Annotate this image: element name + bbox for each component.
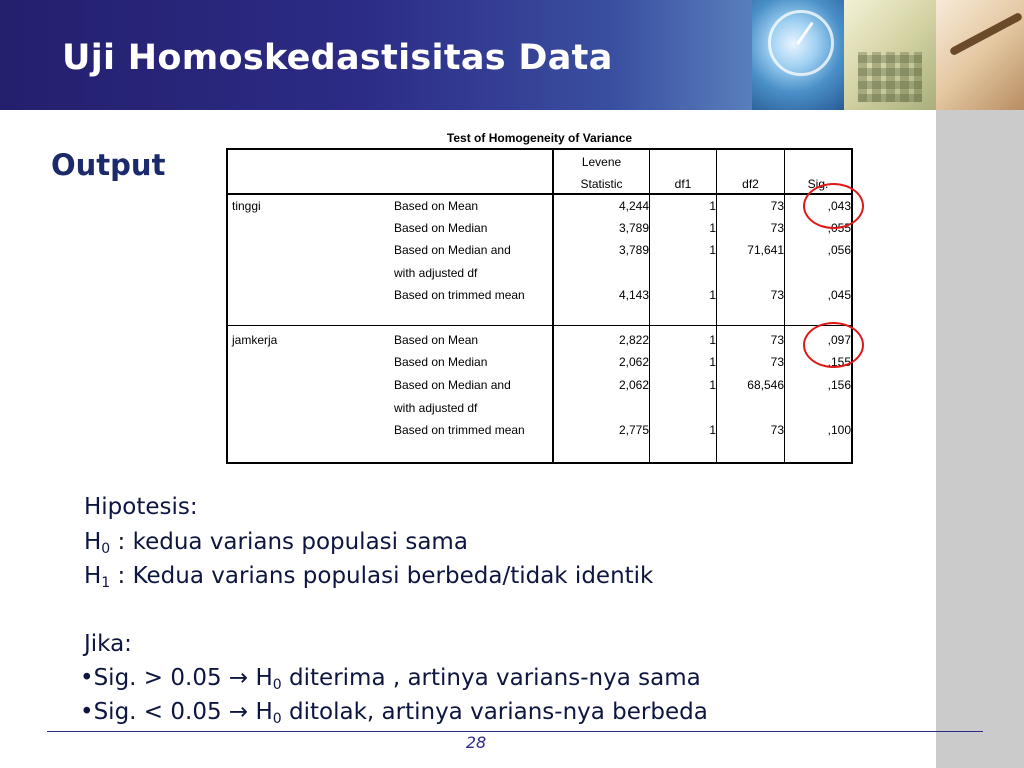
slide-title: Uji Homoskedastisitas Data [62, 38, 613, 78]
homogeneity-table: Levene Statistic df1 df2 Sig. tinggi Based on Mean 4,244 1 73 ,043 Based on Median 3,789 1 73 ,055 Based on Median and with adjusted df 3,789 1 71,641 ,056 Based on trimmed mean 4,143 1 73 ,045 jamkerja Based on Mean 2,822 1 73 ,097 Based on Median 2,062 1 73 ,155 Based on Median and with adjusted df 2,062 1 68,546 ,156 Based on trimmed mean 2,775 1 73 ,100 [226, 148, 853, 464]
header-df2: df2 [742, 177, 759, 191]
criteria-heading: Jika: [84, 631, 132, 657]
arrow-right-icon: → [228, 665, 249, 691]
header-sig: Sig. [807, 177, 829, 191]
arrow-right-icon: → [228, 699, 249, 725]
footer-line [47, 731, 983, 732]
header-levene-line1: Levene [581, 155, 622, 169]
bullet-icon: • [80, 665, 94, 691]
highlight-circle-jamkerja [803, 322, 864, 368]
hypothesis-h1: $H_1$ : Kedua varians populasi berbeda/tidak identik [84, 563, 654, 591]
header-photo-collage [752, 0, 1024, 110]
header-levene-line2: Statistic [580, 177, 623, 191]
variable-name: tinggi [232, 199, 261, 213]
clock-photo-icon [752, 0, 844, 110]
header-df1: df1 [674, 177, 692, 191]
hypothesis-heading: Hipotesis: [84, 494, 198, 520]
page-number: 28 [465, 733, 487, 752]
section-heading: Output [51, 148, 166, 182]
hypothesis-h0: $H_0$ : kedua varians populasi sama [84, 529, 468, 557]
criteria-rule-reject: •Sig. < $0.05 \to H_0$ ditolak, artinya varians-nya berbeda [80, 699, 708, 727]
right-side-strip [936, 110, 1024, 768]
variable-name: jamkerja [232, 333, 278, 347]
highlight-circle-tinggi [803, 183, 864, 229]
table-title: Test of Homogeneity of Variance [446, 131, 633, 145]
slide-header [0, 0, 1024, 110]
criteria-rule-accept: •Sig. > $0.05 \to H_0$ diterima , artinya varians-nya sama [80, 665, 701, 693]
calculator-photo-icon [844, 0, 936, 110]
bullet-icon: • [80, 699, 94, 725]
pen-photo-icon [936, 0, 1024, 110]
